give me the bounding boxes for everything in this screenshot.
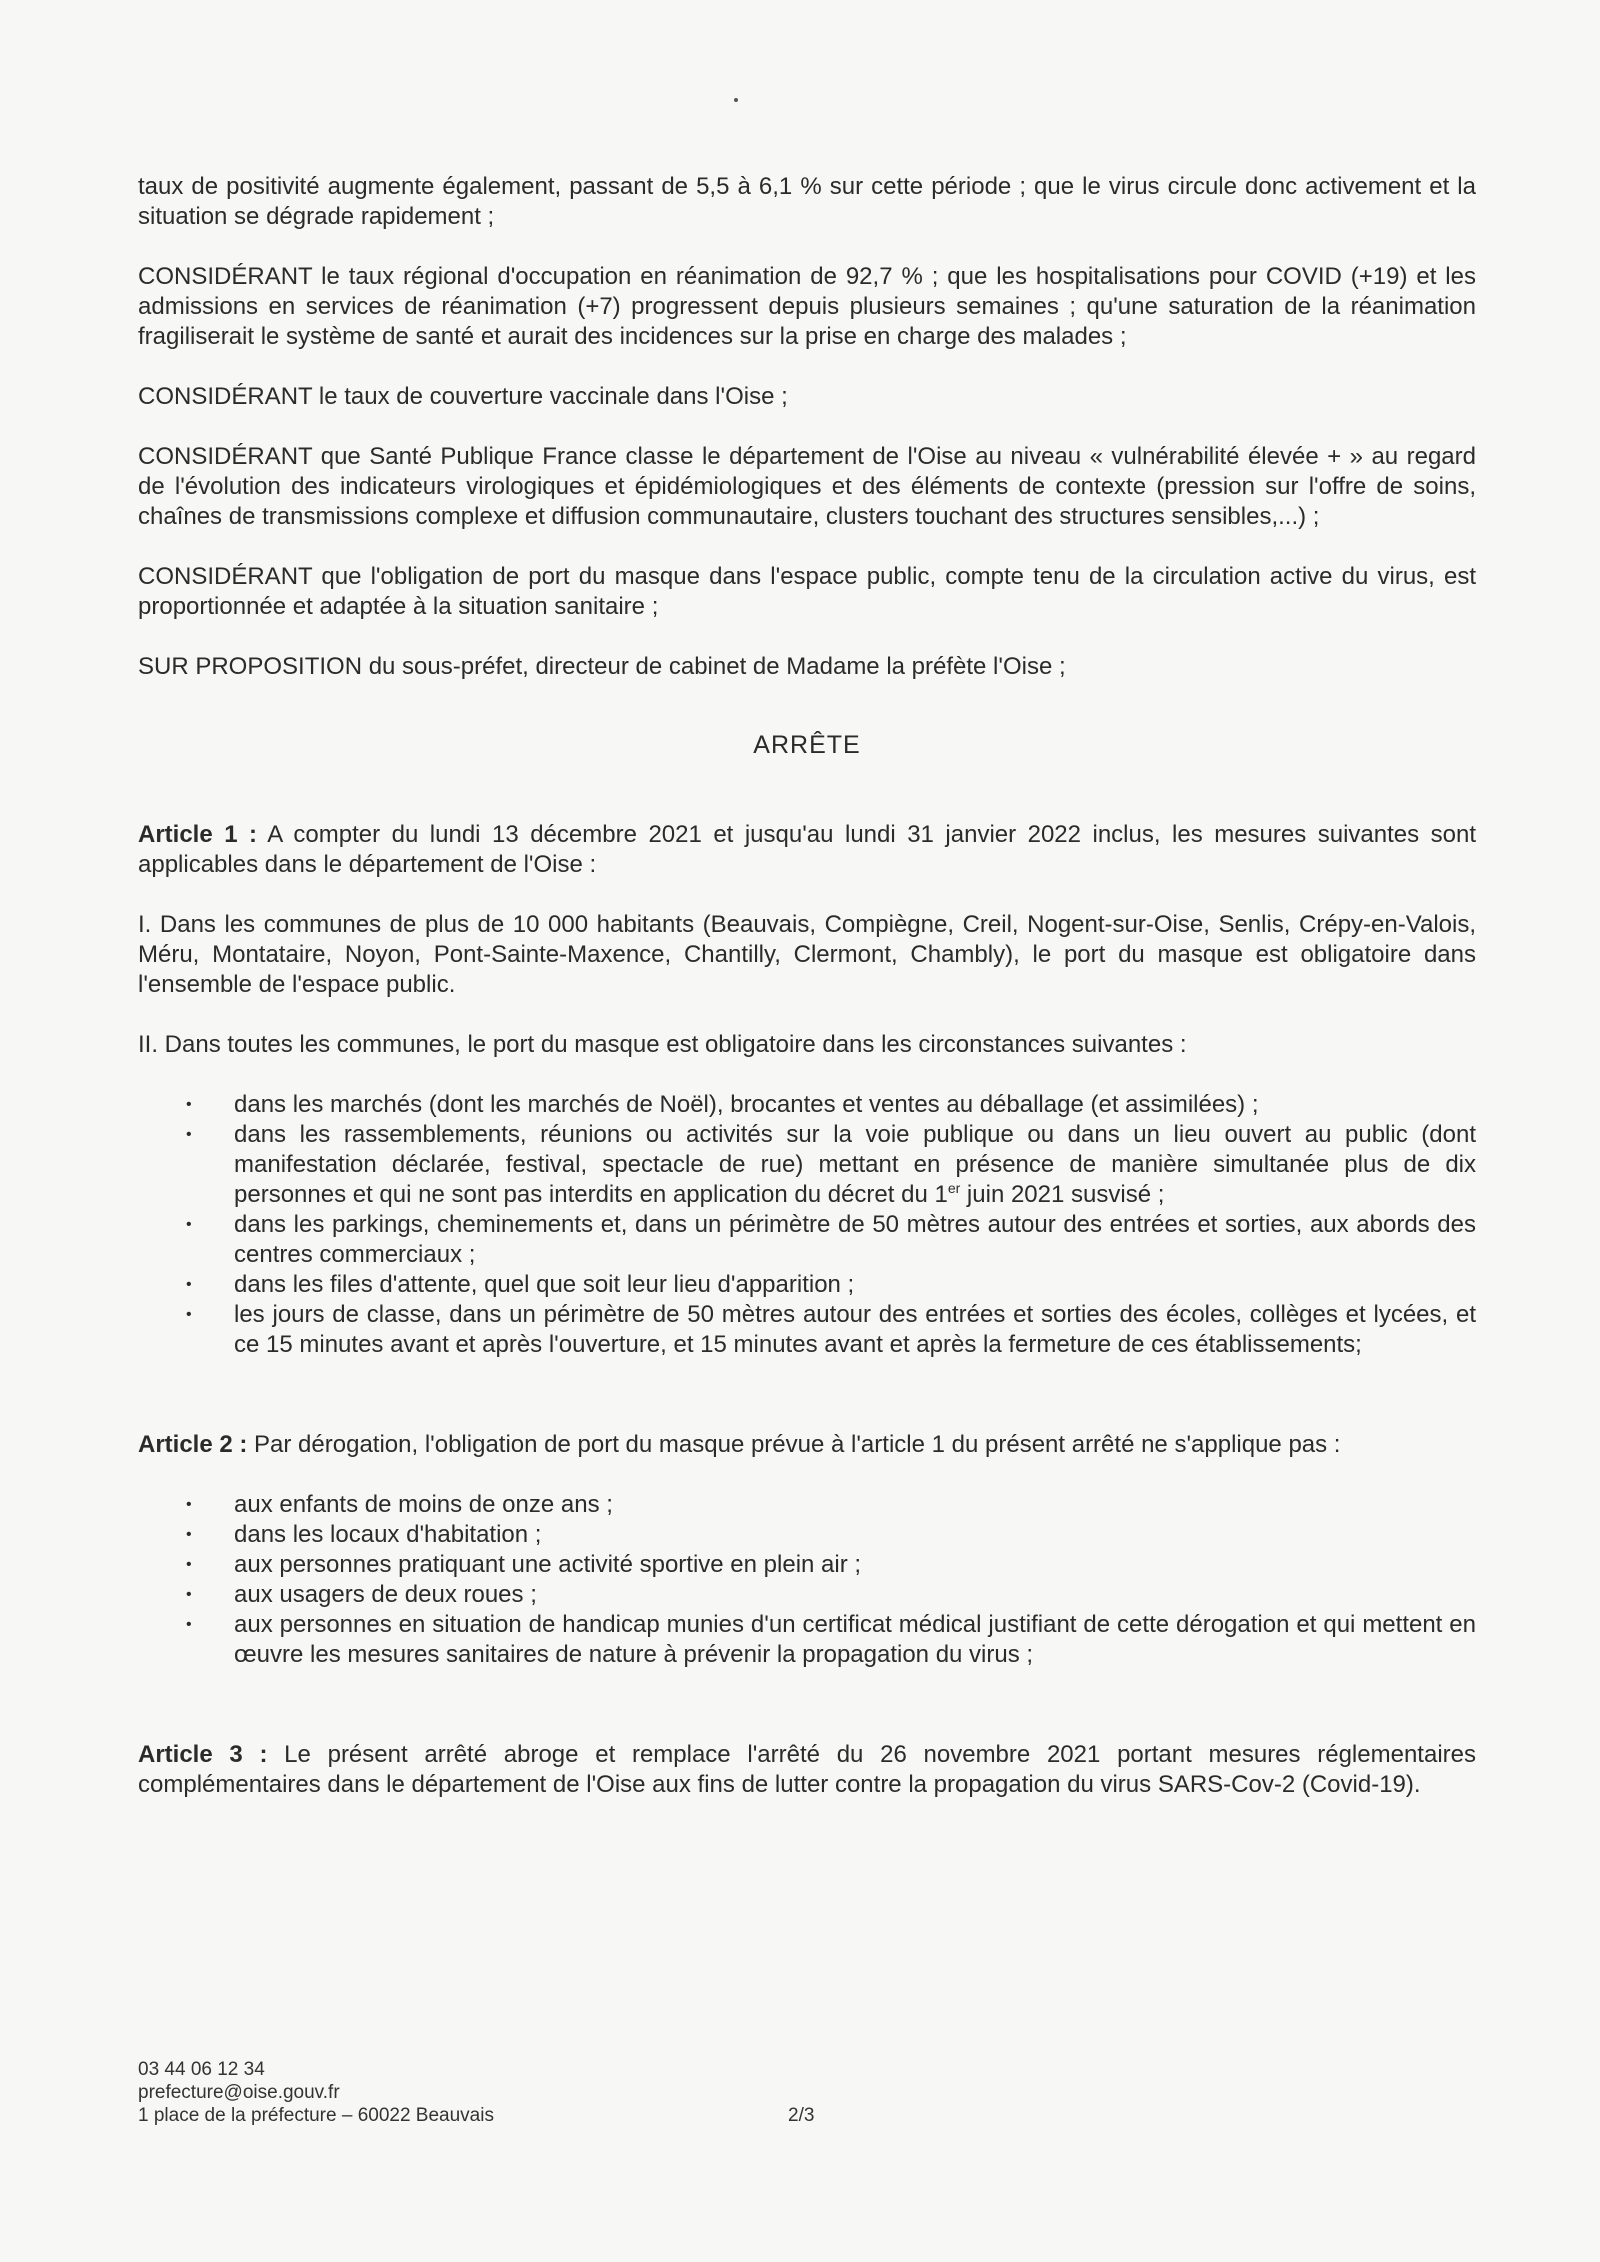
- list-item: • dans les marchés (dont les marchés de Noël), brocantes et ventes au déballage (et assimilées) ;: [186, 1091, 1259, 1118]
- bullet-icon: •: [186, 1096, 192, 1113]
- footer-email: prefecture@oise.gouv.fr: [138, 2082, 340, 2103]
- page-number: 2/3: [788, 2105, 815, 2126]
- list-item: • aux enfants de moins de onze ans ;: [186, 1491, 613, 1518]
- article-2-label: Article 2 :: [138, 1431, 248, 1458]
- decree-title: ARRÊTE: [753, 731, 861, 759]
- considerant-masque: CONSIDÉRANT que l'obligation de port du masque dans l'espace public, compte tenu de la circulation active du virus, est proportionnée et adaptée à la situation sanitaire ;: [138, 563, 1476, 620]
- bullet-icon: •: [186, 1216, 192, 1233]
- scan-speck: [734, 98, 738, 102]
- article-3-label: Article 3 :: [138, 1741, 268, 1768]
- considerant-occupation: CONSIDÉRANT le taux régional d'occupation en réanimation de 92,7 % ; que les hospitalisations pour COVID (+19) et les admissions en services de réanimation (+7) progressent depuis plusieurs semaines ; qu'une saturation de la réanimation fragiliserait le système de santé et aurait des incidences sur la prise en charge des malades ;: [138, 263, 1476, 350]
- bullet-icon: •: [186, 1586, 192, 1603]
- article-1-text: A compter du lundi 13 décembre 2021 et jusqu'au lundi 31 janvier 2022 inclus, les mesures suivantes sont applicables dans le département de l'Oise :: [138, 821, 1477, 878]
- footer-address: 1 place de la préfecture – 60022 Beauvais: [138, 2105, 494, 2126]
- article-1-bullet-list: [138, 1090, 1476, 1360]
- bullet-icon: •: [186, 1616, 192, 1633]
- document-body: [138, 172, 1476, 1830]
- article-1-section-2: II. Dans toutes les communes, le port du masque est obligatoire dans les circonstances suivantes :: [138, 1031, 1187, 1058]
- list-item: • dans les locaux d'habitation ;: [186, 1521, 542, 1548]
- footer-phone: 03 44 06 12 34: [138, 2059, 265, 2080]
- considerant-vaccination: CONSIDÉRANT le taux de couverture vaccinale dans l'Oise ;: [138, 383, 788, 410]
- article-1-section-1: I. Dans les communes de plus de 10 000 habitants (Beauvais, Compiègne, Creil, Nogent-sur-Oise, Senlis, Crépy-en-Valois, Méru, Montataire, Noyon, Pont-Sainte-Maxence, Chantilly, Clermont, Chambly), le port du masque est obligatoire dans l'ensemble de l'espace public.: [138, 911, 1476, 998]
- bullet-icon: •: [186, 1126, 192, 1143]
- list-item: • aux personnes pratiquant une activité sportive en plein air ;: [186, 1551, 862, 1578]
- list-item: • dans les files d'attente, quel que soit leur lieu d'apparition ;: [186, 1271, 855, 1298]
- article-1: [138, 820, 1476, 880]
- article-2-bullet-list: [138, 1490, 1476, 1670]
- footer-contact: [138, 2058, 494, 2127]
- article-3-text: Le présent arrêté abroge et remplace l'arrêté du 26 novembre 2021 portant mesures réglementaires complémentaires dans le département de l'Oise aux fins de lutter contre la propagation du virus SARS-Cov-2 (Covid-19).: [138, 1741, 1476, 1798]
- list-item: • les jours de classe, dans un périmètre de 50 mètres autour des entrées et sorties des écoles, collèges et lycées, et ce 15 minutes avant et après l'ouverture, et 15 minutes avant et après la fermeture de ces établissements;: [186, 1301, 1476, 1358]
- article-1-label: Article 1 :: [138, 821, 258, 848]
- bullet-icon: •: [186, 1306, 192, 1323]
- intro-paragraph: taux de positivité augmente également, passant de 5,5 à 6,1 % sur cette période ; que le virus circule donc activement et la situation se dégrade rapidement ;: [138, 173, 1476, 230]
- bullet-icon: •: [186, 1556, 192, 1573]
- bullet-icon: •: [186, 1496, 192, 1513]
- list-item: • aux personnes en situation de handicap munies d'un certificat médical justifiant de cette dérogation et qui mettent en œuvre les mesures sanitaires de nature à prévenir la propagation du virus ;: [186, 1611, 1476, 1668]
- considerant-vulnerabilite: CONSIDÉRANT que Santé Publique France classe le département de l'Oise au niveau « vulnérabilité élevée + » au regard de l'évolution des indicateurs virologiques et épidémiologiques et des éléments de contexte (pression sur l'offre de soins, chaînes de transmissions complexe et diffusion communautaire, clusters touchant des structures sensibles,...) ;: [138, 443, 1476, 530]
- bullet-icon: •: [186, 1526, 192, 1543]
- article-3: [138, 1740, 1476, 1800]
- article-2-text: Par dérogation, l'obligation de port du masque prévue à l'article 1 du présent arrêté ne s'applique pas :: [247, 1431, 1341, 1458]
- superscript: er: [947, 1180, 961, 1196]
- proposition-paragraph: SUR PROPOSITION du sous-préfet, directeur de cabinet de Madame la préfète l'Oise ;: [138, 653, 1066, 680]
- list-item: • dans les rassemblements, réunions ou activités sur la voie publique ou dans un lieu ouvert au public (dont manifestation déclarée, festival, spectacle de rue) mettant en présence de manière simultanée plus de dix personnes et qui ne sont pas interdits en application du décret du 1er juin 2021 susvisé ;: [186, 1121, 1476, 1208]
- list-item: • dans les parkings, cheminements et, dans un périmètre de 50 mètres autour des entrées et sorties, aux abords des centres commerciaux ;: [186, 1211, 1476, 1268]
- article-2: [138, 1430, 1476, 1460]
- bullet-icon: •: [186, 1276, 192, 1293]
- list-item: • aux usagers de deux roues ;: [186, 1581, 537, 1608]
